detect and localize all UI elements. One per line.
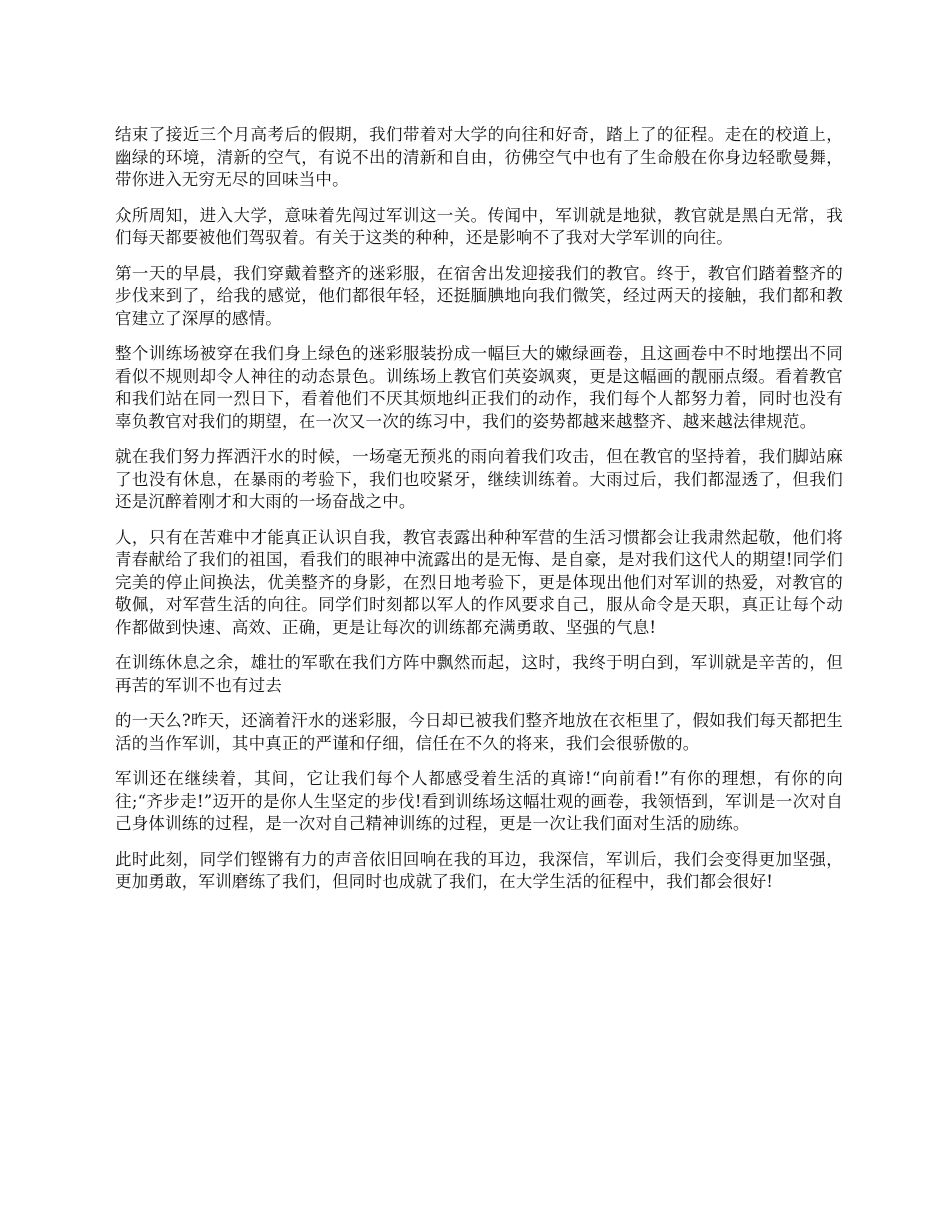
paragraph-8: 的一天么?昨天，还滴着汗水的迷彩服，今日却已被我们整齐地放在衣柜里了，假如我们每天都把生活的当作军训，其中真正的严谨和仔细，信任在不久的将来，我们会很骄傲的。 bbox=[115, 711, 843, 753]
paragraph-7: 在训练休息之余，雄壮的军歌在我们方阵中飘然而起，这时，我终于明白到，军训就是辛苦的，但再苦的军训不也有过去 bbox=[115, 653, 843, 695]
paragraph-1: 结束了接近三个月高考后的假期，我们带着对大学的向往和好奇，踏上了的征程。走在的校道上，幽绿的环境，清新的空气，有说不出的清新和自由，彷佛空气中也有了生命般在你身边轻歌曼舞，带你进入无穷无尽的回味当中。 bbox=[115, 125, 843, 189]
paragraph-3: 第一天的早晨，我们穿戴着整齐的迷彩服，在宿舍出发迎接我们的教官。终于，教官们踏着整齐的步伐来到了，给我的感觉，他们都很年轻，还挺腼腆地向我们微笑，经过两天的接触，我们都和教官建立了深厚的感情。 bbox=[115, 263, 843, 328]
paragraph-9: 军训还在继续着，其间，它让我们每个人都感受着生活的真谛!“向前看!”有你的理想，有你的向往;“齐步走!”迈开的是你人生坚定的步伐!看到训练场这幅壮观的画卷，我领悟到，军训是一次对自己身体训练的过程，是一次对自己精神训练的过程，更是一次让我们面对生活的励练。 bbox=[115, 769, 843, 833]
paragraph-10: 此时此刻，同学们铿锵有力的声音依旧回响在我的耳边，我深信，军训后，我们会变得更加坚强，更加勇敢，军训磨练了我们，但同时也成就了我们，在大学生活的征程中，我们都会很好! bbox=[115, 849, 843, 891]
paragraph-2: 众所周知，进入大学，意味着先闯过军训这一关。传闻中，军训就是地狱，教官就是黑白无常，我们每天都要被他们驾驭着。有关于这类的种种，还是影响不了我对大学军训的向往。 bbox=[115, 205, 843, 247]
paragraph-5: 就在我们努力挥洒汗水的时候，一场毫无预兆的雨向着我们攻击，但在教官的坚持着，我们脚站麻了也没有休息，在暴雨的考验下，我们也咬紧牙，继续训练着。大雨过后，我们都湿透了，但我们还是沉醉着刚才和大雨的一场奋战之中。 bbox=[115, 447, 843, 511]
document-body bbox=[115, 124, 843, 907]
paragraph-6: 人，只有在苦难中才能真正认识自我，教官表露出种种军营的生活习惯都会让我肃然起敬，他们将青春献给了我们的祖国，看我们的眼神中流露出的是无悔、是自豪，是对我们这代人的期望!同学们完美的停止间换法，优美整齐的身影，在烈日地考验下，更是体现出他们对军训的热爱，对教官的敬佩，对军营生活的向往。同学们时刻都以军人的作风要求自己，服从命令是天职，真正让每个动作都做到快速、高效、正确，更是让每次的训练都充满勇敢、坚强的气息! bbox=[115, 527, 843, 637]
paragraph-4: 整个训练场被穿在我们身上绿色的迷彩服装扮成一幅巨大的嫩绿画卷，且这画卷中不时地摆出不同看似不规则却令人神往的动态景色。训练场上教官们英姿飒爽，更是这幅画的靓丽点缀。看着教官和我们站在同一烈日下，看着他们不厌其烦地纠正我们的动作，我们每个人都努力着，同时也没有辜负教官对我们的期望，在一次又一次的练习中，我们的姿势都越来越整齐、越来越法律规范。 bbox=[115, 344, 843, 431]
